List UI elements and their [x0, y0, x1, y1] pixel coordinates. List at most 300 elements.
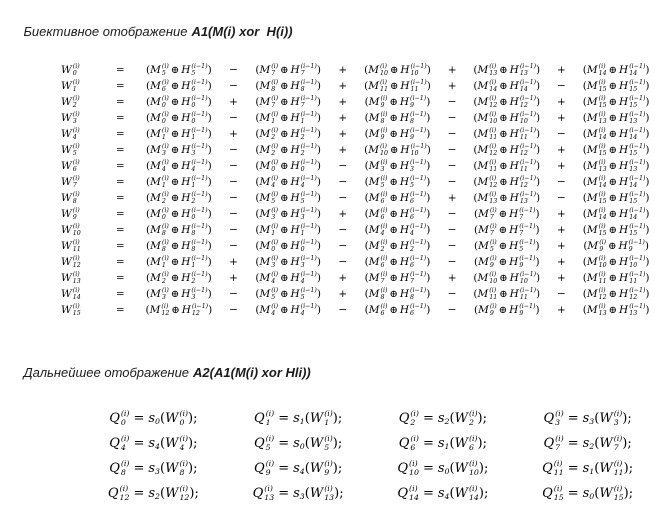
semicolon: ; — [627, 411, 632, 426]
q-equation-row — [81, 481, 660, 506]
open-paren: ( — [582, 95, 587, 108]
open-paren: ( — [364, 207, 369, 220]
close-paren: ) — [536, 191, 541, 204]
xor-operator: ⊕ — [389, 304, 398, 316]
semicolon: ; — [337, 461, 343, 476]
xor-operator: ⊕ — [280, 272, 289, 284]
w-equation-row — [53, 94, 660, 110]
m-symbol: M (i) 1 — [259, 222, 279, 237]
plus-operator: + — [229, 128, 238, 140]
xor-operator: ⊕ — [389, 96, 398, 108]
m-symbol: M (i) 8 — [368, 286, 388, 301]
plus-operator: + — [229, 256, 238, 268]
semicolon: ; — [628, 461, 634, 476]
xor-operator: ⊕ — [389, 272, 398, 284]
equals-sign: = — [133, 486, 145, 501]
close-paren: ) — [477, 411, 483, 426]
plus-operator: + — [557, 64, 566, 76]
xor-term — [474, 256, 540, 268]
close-paren: ) — [645, 191, 650, 204]
xor-term — [255, 304, 321, 316]
open-paren: ( — [364, 143, 369, 156]
q-symbol: Q (i) 3 — [543, 408, 564, 427]
open-paren: ( — [473, 239, 479, 252]
w-equation-row — [53, 190, 660, 206]
xor-term — [365, 240, 431, 252]
open-paren: ( — [364, 127, 369, 140]
open-paren: ( — [364, 239, 369, 252]
minus-operator: − — [447, 160, 457, 172]
m-symbol: M (i) 4 — [259, 270, 279, 285]
open-paren: ( — [582, 207, 587, 220]
close-paren: ) — [188, 436, 194, 451]
xor-term — [473, 112, 540, 124]
m-symbol: M (i) 14 — [586, 174, 607, 189]
open-paren: ( — [364, 303, 369, 316]
m-symbol: M (i) 10 — [368, 142, 388, 157]
m-symbol: M (i) 7 — [478, 206, 497, 221]
minus-operator: − — [229, 288, 238, 300]
h-symbol: H (i−1) 7 — [290, 94, 317, 109]
w-equation-row — [53, 286, 660, 302]
xor-term — [255, 224, 321, 236]
plus-operator: + — [338, 128, 348, 140]
open-paren: ( — [582, 63, 587, 76]
open-paren: ( — [473, 191, 478, 204]
q-equations-body — [81, 406, 660, 506]
w-symbol: W (i) 13 — [61, 270, 81, 285]
close-paren: ) — [188, 461, 194, 476]
xor-operator: ⊕ — [389, 208, 398, 220]
w-symbol: W (i) 2 — [454, 408, 478, 427]
plus-operator: + — [229, 272, 238, 284]
xor-operator: ⊕ — [608, 272, 618, 284]
s-function: s1 — [437, 436, 450, 451]
xor-term — [473, 144, 540, 156]
m-symbol: M (i) 2 — [259, 142, 279, 157]
m-symbol: M (i) 0 — [259, 158, 279, 173]
q-equation — [371, 431, 516, 456]
m-symbol: M (i) 8 — [259, 78, 279, 93]
open-paren: ( — [146, 191, 151, 204]
close-paren: ) — [478, 461, 484, 476]
close-paren: ) — [623, 461, 629, 476]
equals-sign: = — [567, 411, 579, 426]
h-symbol: H (i−1) 14 — [619, 174, 646, 189]
minus-operator: − — [338, 256, 348, 268]
w-equations-table — [53, 62, 660, 318]
open-paren: ( — [582, 111, 587, 124]
m-symbol: M (i) 11 — [368, 78, 388, 93]
xor-operator: ⊕ — [499, 64, 508, 76]
minus-operator: − — [447, 96, 457, 108]
equals-sign: = — [115, 96, 125, 108]
m-symbol: M (i) 8 — [150, 238, 169, 253]
xor-term — [365, 128, 431, 140]
xor-term — [583, 80, 650, 92]
xor-operator: ⊕ — [608, 160, 618, 172]
xor-operator: ⊕ — [280, 288, 289, 300]
q-equation — [371, 481, 516, 506]
xor-term — [255, 288, 321, 300]
open-paren: ( — [473, 287, 478, 300]
open-paren: ( — [594, 436, 600, 451]
w-symbol: W (i) 6 — [61, 158, 80, 173]
xor-operator: ⊕ — [608, 224, 618, 236]
xor-operator: ⊕ — [280, 176, 289, 188]
open-paren: ( — [582, 191, 587, 204]
open-paren: ( — [255, 143, 260, 156]
open-paren: ( — [583, 239, 588, 252]
q-symbol: Q (i) 7 — [543, 433, 564, 452]
h-symbol: H (i−1) 10 — [509, 270, 537, 285]
m-symbol: M (i) 7 — [478, 222, 497, 237]
xor-term — [583, 112, 650, 124]
close-paren: ) — [645, 79, 650, 92]
q-equation-row — [81, 456, 660, 481]
h-symbol: H (i−1) 3 — [290, 254, 317, 269]
close-paren: ) — [332, 411, 338, 426]
w-equation-row — [53, 158, 660, 174]
xor-term — [255, 80, 321, 92]
open-paren: ( — [449, 461, 455, 476]
plus-operator: + — [557, 304, 566, 316]
open-paren: ( — [255, 223, 260, 236]
h-symbol: H (i−1) 0 — [290, 158, 317, 173]
close-paren: ) — [207, 191, 212, 204]
close-paren: ) — [645, 143, 650, 156]
minus-operator: − — [229, 80, 238, 92]
xor-term — [255, 256, 321, 268]
h-symbol: H (i−1) 13 — [619, 302, 646, 317]
m-symbol: M (i) 5 — [368, 174, 388, 189]
xor-term — [364, 80, 431, 92]
open-paren: ( — [364, 271, 369, 284]
open-paren: ( — [160, 436, 166, 451]
m-symbol: M (i) 5 — [150, 62, 169, 77]
m-symbol: M (i) 7 — [259, 94, 279, 109]
close-paren: ) — [316, 143, 321, 156]
h-symbol: H (i−1) 2 — [290, 126, 317, 141]
w-term-label — [53, 62, 106, 78]
m-symbol: M (i) 11 — [586, 270, 607, 285]
xor-operator: ⊕ — [170, 144, 180, 156]
w-equation-row — [53, 110, 660, 126]
open-paren: ( — [304, 461, 310, 476]
q-equation — [226, 456, 371, 481]
close-paren: ) — [536, 63, 541, 76]
minus-operator: − — [557, 192, 566, 204]
close-paren: ) — [536, 79, 541, 92]
w-symbol: W (i) 7 — [61, 174, 80, 189]
xor-operator: ⊕ — [389, 112, 398, 124]
minus-operator: − — [229, 64, 238, 76]
close-paren: ) — [426, 255, 431, 268]
close-paren: ) — [426, 143, 431, 156]
close-paren: ) — [332, 436, 338, 451]
m-symbol: M (i) 6 — [368, 190, 388, 205]
close-paren: ) — [189, 486, 195, 501]
w-equation-row — [53, 270, 660, 286]
m-symbol: M (i) 9 — [587, 238, 607, 253]
m-symbol: M (i) 4 — [150, 158, 169, 173]
minus-operator: − — [229, 176, 238, 188]
minus-operator: − — [447, 112, 457, 124]
m-symbol: M (i) 9 — [368, 126, 388, 141]
m-symbol: M (i) 3 — [150, 142, 169, 157]
close-paren: ) — [316, 175, 321, 188]
minus-operator: − — [338, 176, 348, 188]
open-paren: ( — [473, 95, 478, 108]
m-symbol: M (i) 10 — [368, 62, 388, 77]
open-paren: ( — [146, 271, 151, 284]
close-paren: ) — [536, 127, 541, 140]
open-paren: ( — [146, 127, 151, 140]
open-paren: ( — [255, 79, 260, 92]
w-symbol: W (i) 4 — [165, 433, 189, 452]
xor-term — [365, 224, 431, 236]
close-paren: ) — [426, 303, 431, 316]
w-equations-body — [53, 62, 660, 318]
m-symbol: M (i) 3 — [259, 254, 279, 269]
xor-term — [365, 288, 431, 300]
q-symbol: Q (i) 13 — [252, 483, 275, 502]
w-symbol: W (i) 8 — [165, 458, 189, 477]
xor-term — [255, 96, 321, 108]
minus-operator: − — [229, 208, 238, 220]
xor-operator: ⊕ — [499, 192, 508, 204]
equals-sign: = — [115, 208, 125, 220]
w-symbol: W (i) 1 — [61, 78, 80, 93]
plus-operator: + — [338, 96, 348, 108]
w-term-label — [53, 190, 106, 206]
m-symbol: M (i) 6 — [368, 302, 388, 317]
xor-term — [583, 256, 650, 268]
xor-operator: ⊕ — [389, 288, 398, 300]
close-paren: ) — [426, 191, 431, 204]
h-symbol: H (i−1) 9 — [399, 126, 427, 141]
h-symbol: H (i−1) 10 — [509, 110, 537, 125]
m-symbol: M (i) 2 — [150, 270, 169, 285]
xor-term — [365, 192, 431, 204]
m-symbol: M (i) 6 — [368, 254, 388, 269]
open-paren: ( — [255, 159, 260, 172]
open-paren: ( — [364, 79, 369, 92]
q-symbol: Q (i) 6 — [398, 433, 419, 452]
equals-sign: = — [567, 486, 579, 501]
xor-term — [255, 128, 321, 140]
xor-operator: ⊕ — [170, 128, 180, 140]
close-paren: ) — [207, 95, 212, 108]
w-term-label — [53, 222, 106, 238]
minus-operator: − — [338, 224, 348, 236]
h-symbol: H (i−1) 15 — [619, 222, 646, 237]
equals-sign: = — [115, 192, 125, 204]
h-symbol: H (i−1) 5 — [290, 286, 317, 301]
xor-term — [255, 240, 321, 252]
open-paren: ( — [364, 175, 369, 188]
m-symbol: M (i) 1 — [150, 254, 169, 269]
xor-term — [583, 176, 650, 188]
xor-term — [255, 192, 321, 204]
h-symbol: H (i−1) 5 — [181, 62, 208, 77]
open-paren: ( — [146, 239, 151, 252]
open-paren: ( — [473, 255, 479, 268]
m-symbol: M (i) 8 — [368, 110, 388, 125]
s-function: s0 — [293, 436, 305, 451]
open-paren: ( — [255, 95, 260, 108]
s-function: s2 — [582, 436, 595, 451]
h-symbol: H (i−1) 5 — [399, 174, 427, 189]
s-function: s1 — [293, 411, 305, 426]
semicolon: ; — [482, 411, 488, 426]
w-symbol: W (i) 0 — [165, 408, 189, 427]
minus-operator: − — [229, 304, 238, 316]
w-term-label — [53, 78, 106, 94]
xor-term — [473, 272, 540, 284]
equals-sign: = — [115, 80, 125, 92]
xor-operator: ⊕ — [280, 128, 289, 140]
close-paren: ) — [316, 303, 321, 316]
open-paren: ( — [364, 63, 369, 76]
equals-sign: = — [115, 112, 125, 124]
open-paren: ( — [255, 175, 260, 188]
xor-term — [146, 96, 212, 108]
h-symbol: H (i−1) 7 — [290, 62, 317, 77]
minus-operator: − — [557, 128, 566, 140]
close-paren: ) — [645, 111, 650, 124]
s-function: s4 — [148, 436, 161, 451]
plus-operator: + — [557, 240, 566, 252]
xor-operator: ⊕ — [280, 144, 289, 156]
w-equation-row — [53, 174, 660, 190]
xor-operator: ⊕ — [498, 224, 508, 236]
xor-term — [146, 272, 212, 284]
plus-operator: + — [447, 192, 457, 204]
h-symbol: H (i−1) 9 — [399, 94, 427, 109]
h-symbol: H (i−1) 1 — [181, 174, 208, 189]
xor-operator: ⊕ — [608, 240, 617, 252]
close-paren: ) — [316, 79, 321, 92]
h-symbol: H (i−1) 10 — [619, 254, 646, 269]
xor-term — [473, 160, 540, 172]
w-symbol: W (i) 14 — [61, 286, 81, 301]
open-paren: ( — [255, 111, 260, 124]
w-term-label — [53, 126, 106, 142]
xor-operator: ⊕ — [170, 80, 180, 92]
w-symbol: W (i) 11 — [599, 458, 624, 477]
xor-operator: ⊕ — [608, 304, 618, 316]
q-equation — [81, 481, 226, 506]
m-symbol: M (i) 13 — [477, 190, 498, 205]
xor-term — [473, 176, 540, 188]
equals-sign: = — [422, 411, 434, 426]
equals-sign: = — [567, 436, 579, 451]
xor-term — [583, 288, 650, 300]
plus-operator: + — [447, 64, 457, 76]
xor-term — [473, 288, 540, 300]
h-symbol: H (i−1) 4 — [399, 222, 427, 237]
h-symbol: H (i−1) 3 — [181, 142, 208, 157]
s-function: s4 — [293, 461, 305, 476]
w-equation-row — [53, 206, 660, 222]
w-symbol: W (i) 9 — [309, 458, 333, 477]
m-symbol: M (i) 11 — [477, 158, 498, 173]
w-term-label — [53, 174, 106, 190]
plus-operator: + — [557, 144, 566, 156]
close-paren: ) — [316, 191, 321, 204]
open-paren: ( — [473, 127, 478, 140]
h-symbol: H (i−1) 15 — [619, 142, 646, 157]
w-symbol: W (i) 14 — [454, 483, 479, 502]
open-paren: ( — [582, 287, 587, 300]
close-paren: ) — [535, 223, 540, 236]
m-symbol: M (i) 11 — [477, 126, 498, 141]
h-symbol: H (i−1) 15 — [619, 94, 646, 109]
plus-operator: + — [447, 80, 457, 92]
semicolon: ; — [193, 436, 198, 451]
h-symbol: H (i−1) 0 — [181, 94, 208, 109]
close-paren: ) — [316, 223, 321, 236]
h-symbol: H (i−1) 12 — [509, 142, 537, 157]
open-paren: ( — [473, 303, 479, 316]
xor-operator: ⊕ — [389, 192, 398, 204]
close-paren: ) — [207, 239, 212, 252]
h-symbol: H (i−1) 0 — [290, 238, 317, 253]
m-symbol: M (i) 3 — [150, 286, 169, 301]
plus-operator: + — [338, 272, 348, 284]
xor-term — [365, 256, 431, 268]
semicolon: ; — [193, 461, 198, 476]
xor-term — [146, 64, 212, 76]
s-function: s4 — [437, 486, 450, 501]
w-symbol: W (i) 3 — [599, 408, 623, 427]
w-symbol: W (i) 12 — [165, 483, 190, 502]
xor-term — [146, 240, 212, 252]
xor-operator: ⊕ — [499, 112, 508, 124]
w-term-label — [53, 302, 106, 318]
close-paren: ) — [208, 303, 213, 316]
plus-operator: + — [338, 64, 348, 76]
xor-operator: ⊕ — [389, 176, 398, 188]
close-paren: ) — [645, 255, 650, 268]
open-paren: ( — [473, 111, 478, 124]
m-symbol: M (i) 13 — [477, 62, 498, 77]
h-symbol: H (i−1) 9 — [509, 254, 536, 269]
w-symbol: W (i) 3 — [61, 110, 80, 125]
h-symbol: H (i−1) 1 — [290, 222, 317, 237]
close-paren: ) — [426, 127, 431, 140]
m-symbol: M (i) 14 — [586, 126, 607, 141]
minus-operator: − — [557, 80, 566, 92]
close-paren: ) — [207, 79, 212, 92]
close-paren: ) — [645, 159, 650, 172]
m-symbol: M (i) 7 — [368, 270, 388, 285]
xor-term — [583, 144, 650, 156]
xor-term — [255, 64, 321, 76]
q-symbol: Q (i) 14 — [397, 483, 419, 502]
close-paren: ) — [426, 175, 431, 188]
xor-operator: ⊕ — [608, 128, 618, 140]
w-symbol: W (i) 15 — [61, 302, 81, 317]
w-symbol: W (i) 10 — [61, 222, 81, 237]
xor-term — [365, 176, 431, 188]
xor-term — [365, 112, 431, 124]
xor-operator: ⊕ — [280, 240, 289, 252]
plus-operator: + — [557, 112, 566, 124]
minus-operator: − — [557, 176, 566, 188]
h-symbol: H (i−1) 7 — [399, 270, 427, 285]
